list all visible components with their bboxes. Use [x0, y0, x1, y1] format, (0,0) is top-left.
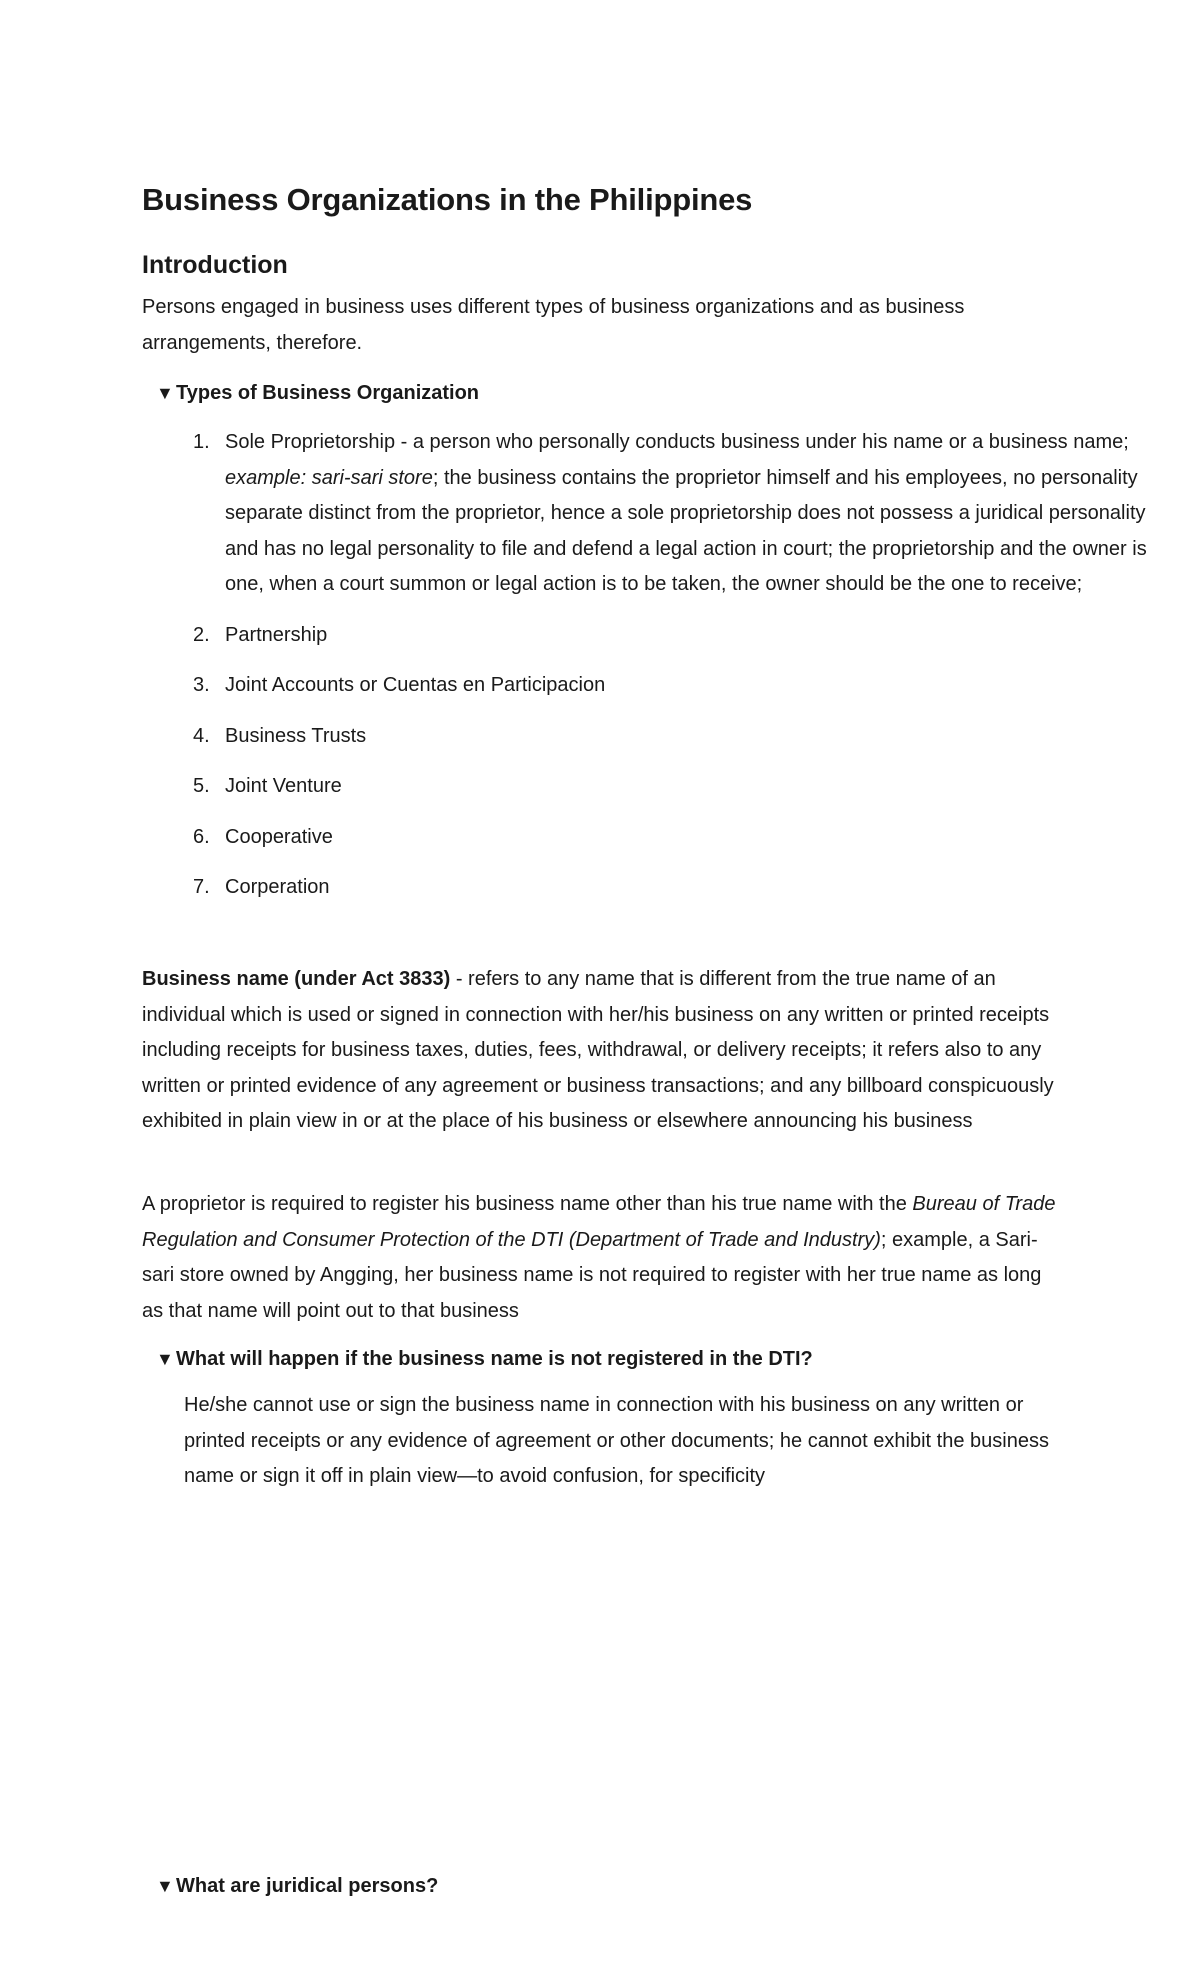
- list-item-number: 5.: [193, 775, 210, 797]
- triangle-down-icon[interactable]: ▼: [156, 1876, 174, 1896]
- business-name-paragraph: Business name (under Act 3833) - refers to any name that is different from the true name of an individual which is used or signed in connection with her/his business on any written or printed receipts including receipts for business taxes, duties, fees, withdrawal, or delivery receipts; it refers also to any written or printed evidence of any agreement or business transactions; and any billboard conspicuously exhibited in plain view in or at the place of his business or elsewhere announcing his business: [142, 968, 1054, 1132]
- toggle-label: Types of Business Organization: [176, 382, 480, 404]
- toggle-label: What are juridical persons?: [176, 1875, 439, 1897]
- page-title: Business Organizations in the Philippines: [142, 182, 753, 217]
- toggle-juridical-persons[interactable]: [156, 1871, 438, 1901]
- list-item-number: 1.: [193, 431, 210, 453]
- list-item: 6. Cooperative: [225, 820, 1155, 856]
- intro-paragraph: Persons engaged in business uses different types of business organizations and as business arrangements, therefore.: [142, 296, 965, 354]
- list-item: 7. Corperation: [225, 870, 1155, 906]
- business-name-term: Business name (under Act 3833): [142, 968, 451, 990]
- triangle-down-icon[interactable]: ▼: [156, 1349, 174, 1369]
- list-item: 5. Joint Venture: [225, 769, 1155, 805]
- example-italic: example: sari-sari store: [225, 466, 433, 489]
- list-item-number: 4.: [193, 724, 210, 747]
- proprietor-paragraph: A proprietor is required to register his business name other than his true name with the Bureau of Trade Regulation and Consumer Protection of the DTI (Department of Trade and Industry); example, a Sari-sari store owned by Angging, her business name is not required to register with her true name as long as that name will point out to that business: [142, 1193, 1056, 1322]
- toggle-business-name-not-registered[interactable]: [156, 1344, 813, 1374]
- toggle-label: What will happen if the business name is not registered in the DTI?: [176, 1348, 813, 1370]
- dti-answer-paragraph: He/she cannot use or sign the business name in connection with his business on any written or printed receipts or any evidence of agreement or other documents; he cannot exhibit the business name or sign it off in plain view—to avoid confusion, for specificity: [184, 1394, 1049, 1487]
- toggle-types-of-business-organization[interactable]: [156, 378, 479, 408]
- bureau-italic: Bureau of Trade Regulation and Consumer Protection of the DTI (Department of Trade and Industry): [142, 1193, 1056, 1251]
- triangle-down-icon[interactable]: ▼: [156, 383, 174, 403]
- list-item: 3. Joint Accounts or Cuentas en Participacion: [225, 668, 1155, 704]
- list-item: 1. Sole Proprietorship - a person who personally conducts business under his name or a business name; example: sari-sari store; the business contains the proprietor himself and his employees, no personality separate distinct from the proprietor, hence a sole proprietorship does not possess a juridical personality and has no legal personality to file and defend a legal action in court; the proprietorship and the owner is one, when a court summon or legal action is to be taken, the owner should be the one to receive;: [225, 425, 1155, 603]
- list-item-number: 6.: [193, 825, 210, 848]
- business-types-list: [142, 425, 1155, 921]
- list-item-number: 3.: [193, 674, 210, 696]
- list-item: 4. Business Trusts: [225, 719, 1155, 755]
- list-item-number: 7.: [193, 876, 210, 898]
- list-item-number: 2.: [193, 623, 210, 646]
- list-item: 2. Partnership: [225, 618, 1155, 654]
- section-heading-introduction: Introduction: [142, 251, 288, 279]
